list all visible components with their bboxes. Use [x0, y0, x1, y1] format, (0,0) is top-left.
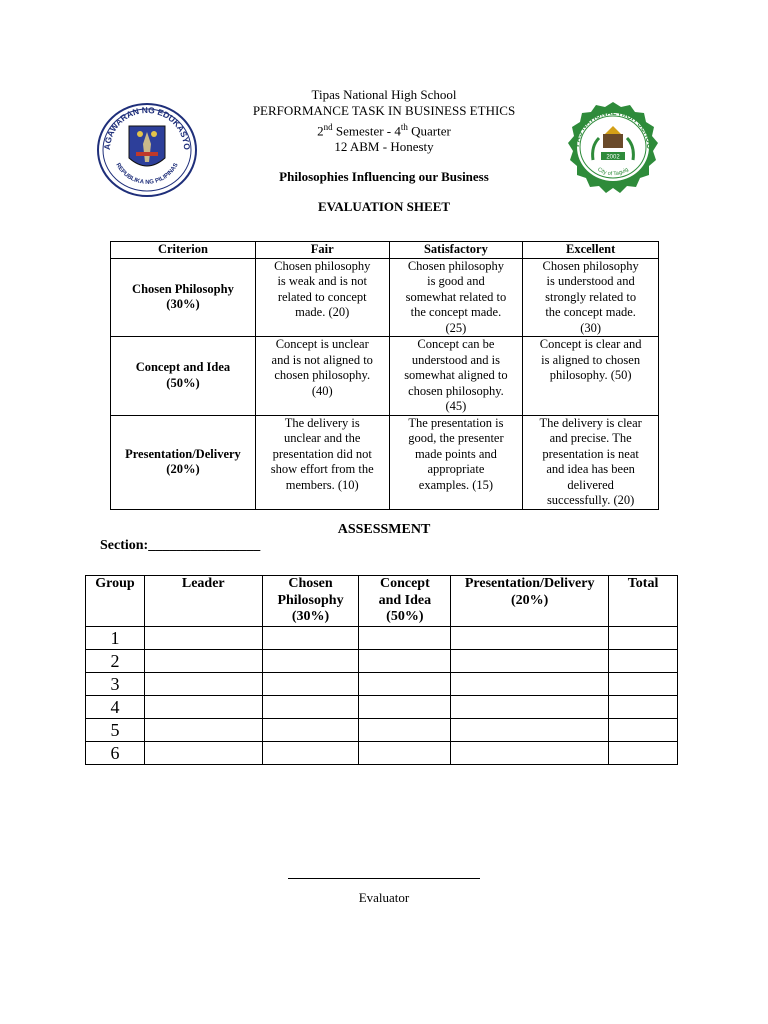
subtitle: Philosophies Influencing our Business [279, 169, 489, 185]
rubric-row-concept-idea [111, 337, 659, 416]
total-cell[interactable] [609, 627, 678, 650]
header-concept-idea: Concept and Idea (50%) [359, 576, 451, 627]
criterion-cell: Chosen Philosophy (30%) [111, 258, 256, 337]
total-cell[interactable] [609, 696, 678, 719]
rubric-header-excellent: Excellent [523, 242, 659, 259]
header-chosen-philosophy: Chosen Philosophy (30%) [262, 576, 359, 627]
group-number: 2 [86, 650, 145, 673]
school-name: Tipas National High School [311, 87, 457, 102]
total-cell[interactable] [609, 719, 678, 742]
total-cell[interactable] [609, 673, 678, 696]
svg-text:2002: 2002 [606, 154, 620, 161]
group-number: 4 [86, 696, 145, 719]
presentation-cell[interactable] [451, 673, 609, 696]
group-number: 5 [86, 719, 145, 742]
rubric-header-fair: Fair [255, 242, 389, 259]
chosen-philosophy-cell[interactable] [262, 673, 359, 696]
header-total: Total [609, 576, 678, 627]
rubric-table [110, 241, 659, 510]
table-row [86, 627, 678, 650]
leader-cell[interactable] [144, 673, 262, 696]
fair-cell: The delivery is unclear and the presentation did not show effort from the members. (10) [255, 415, 389, 509]
total-cell[interactable] [609, 650, 678, 673]
concept-idea-cell[interactable] [359, 650, 451, 673]
table-row [86, 696, 678, 719]
evaluator-signature-line[interactable] [288, 878, 480, 879]
presentation-cell[interactable] [451, 627, 609, 650]
chosen-philosophy-cell[interactable] [262, 719, 359, 742]
leader-cell[interactable] [144, 696, 262, 719]
header-presentation-delivery: Presentation/Delivery (20%) [451, 576, 609, 627]
evaluator-label: Evaluator [358, 890, 410, 905]
chosen-philosophy-cell[interactable] [262, 696, 359, 719]
concept-idea-cell[interactable] [359, 673, 451, 696]
chosen-philosophy-cell[interactable] [262, 627, 359, 650]
excellent-cell: Concept is clear and is aligned to chosen philosophy. (50) [523, 337, 659, 416]
concept-idea-cell[interactable] [359, 627, 451, 650]
assessment-header-row [86, 576, 678, 627]
satisfactory-cell: Concept can be understood and is somewhat aligned to chosen philosophy. (45) [389, 337, 523, 416]
deped-seal-logo [96, 102, 198, 198]
header-group: Group [86, 576, 145, 627]
group-number: 1 [86, 627, 145, 650]
excellent-cell: The delivery is clear and precise. The presentation is neat and idea has been delivered successfully. (20) [523, 415, 659, 509]
chosen-philosophy-cell[interactable] [262, 742, 359, 765]
svg-text:KAGAWARAN NG EDUKASYON: AGAWARAN NG EDUKASYO [101, 104, 193, 151]
chosen-philosophy-cell[interactable] [262, 650, 359, 673]
satisfactory-cell: The presentation is good, the presenter made points and appropriate examples. (15) [389, 415, 523, 509]
task-title: PERFORMANCE TASK IN BUSINESS ETHICS [252, 103, 516, 118]
group-number: 6 [86, 742, 145, 765]
svg-text:TIPAS NATIONAL HIGH SCHOOL: PAS NATIONAL HIGH SCHOO [571, 107, 655, 150]
presentation-cell[interactable] [451, 696, 609, 719]
presentation-cell[interactable] [451, 742, 609, 765]
semester-line: 2nd Semester - 4th Quarter [317, 122, 451, 139]
leader-cell[interactable] [144, 627, 262, 650]
leader-cell[interactable] [144, 742, 262, 765]
table-row [86, 673, 678, 696]
criterion-cell: Concept and Idea (50%) [111, 337, 256, 416]
rubric-row-chosen-philosophy [111, 258, 659, 337]
assessment-title: ASSESSMENT [337, 522, 431, 537]
excellent-cell: Chosen philosophy is understood and strongly related to the concept made. (30) [523, 258, 659, 337]
school-seal-logo [563, 100, 663, 194]
fair-cell: Chosen philosophy is weak and is not related to concept made. (20) [255, 258, 389, 337]
fair-cell: Concept is unclear and is not aligned to chosen philosophy. (40) [255, 337, 389, 416]
leader-cell[interactable] [144, 650, 262, 673]
leader-cell[interactable] [144, 719, 262, 742]
rubric-header-criterion: Criterion [111, 242, 256, 259]
section-field[interactable]: Section:________________ [100, 538, 261, 553]
class-section: 12 ABM - Honesty [334, 139, 434, 155]
presentation-cell[interactable] [451, 719, 609, 742]
group-number: 3 [86, 673, 145, 696]
concept-idea-cell[interactable] [359, 719, 451, 742]
satisfactory-cell: Chosen philosophy is good and somewhat related to the concept made. (25) [389, 258, 523, 337]
header-leader: Leader [144, 576, 262, 627]
total-cell[interactable] [609, 742, 678, 765]
sheet-title: EVALUATION SHEET [317, 199, 451, 215]
assessment-table [85, 575, 678, 765]
table-row [86, 650, 678, 673]
rubric-row-presentation-delivery [111, 415, 659, 509]
rubric-header-satisfactory: Satisfactory [389, 242, 523, 259]
svg-text:REPUBLIKA NG PILIPINAS: REPUBLIKA NG PILIPINAS [114, 162, 180, 186]
table-row [86, 742, 678, 765]
presentation-cell[interactable] [451, 650, 609, 673]
rubric-header-row [111, 242, 659, 259]
svg-text:City of Taguig: City of Taguig [596, 166, 630, 178]
concept-idea-cell[interactable] [359, 696, 451, 719]
concept-idea-cell[interactable] [359, 742, 451, 765]
table-row [86, 719, 678, 742]
criterion-cell: Presentation/Delivery (20%) [111, 415, 256, 509]
